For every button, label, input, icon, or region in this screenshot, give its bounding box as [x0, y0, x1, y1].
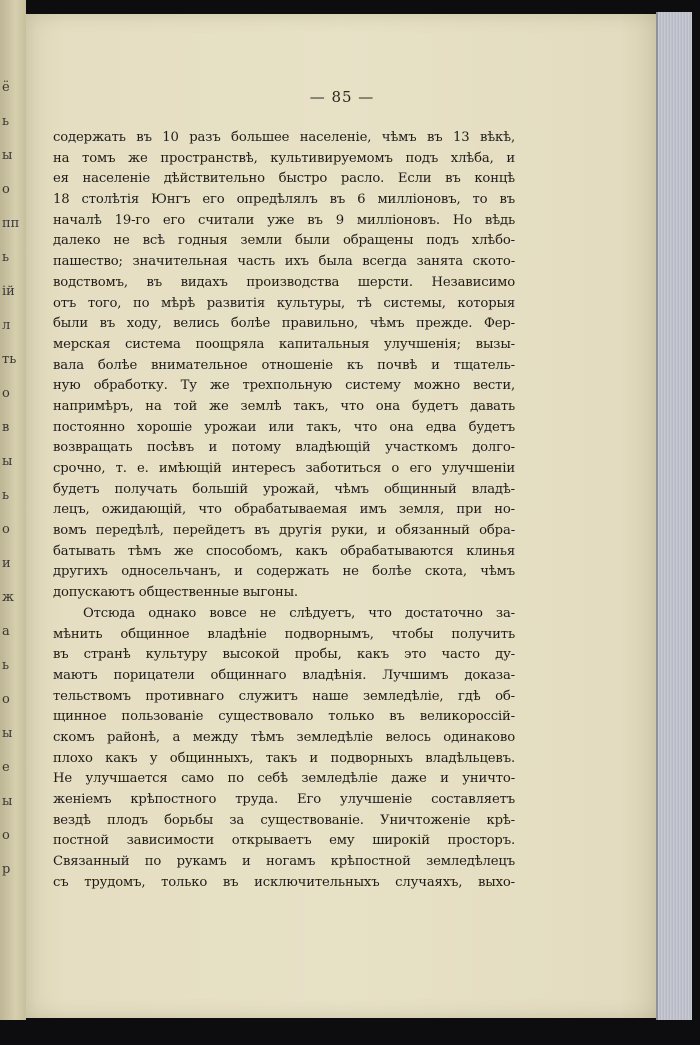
text-line: вездѣ плодъ борьбы за существованіе. Уничтоженіе крѣ-: [53, 812, 515, 828]
text-line: батывать тѣмъ же способомъ, какъ обрабатываются клинья: [53, 543, 515, 559]
text-line: срочно, т. е. имѣющій интересъ заботиться о его улучшеніи: [53, 461, 515, 476]
text-line: мѣнить общинное владѣніе подворнымъ, чтобы получить: [53, 626, 515, 642]
left-page-fragment: о: [2, 828, 10, 843]
left-page-fragment: о: [2, 692, 10, 707]
text-line: ея населеніе дѣйствительно быстро расло. Если въ концѣ: [53, 171, 515, 187]
text-line: Отсюда однако вовсе не слѣдуетъ, что достаточно за-: [83, 605, 515, 621]
left-page-fragment: ы: [2, 148, 13, 163]
text-line: были въ ходу, велись болѣе правильно, чѣмъ прежде. Фер-: [53, 316, 515, 332]
text-line: началѣ 19-го его считали уже въ 9 милліоновъ. Но вѣдь: [53, 212, 515, 228]
text-line: на томъ же пространствѣ, культивируемомъ подъ хлѣба, и: [53, 150, 515, 166]
text-line: въ странѣ культуру высокой пробы, какъ это часто ду-: [53, 647, 515, 663]
page-edges: [656, 12, 692, 1020]
left-page-fragment: о: [2, 386, 10, 401]
left-page-fragment: ій: [2, 284, 15, 299]
text-line: плохо какъ у общинныхъ, такъ и подворныхъ владѣльцевъ.: [53, 750, 515, 766]
text-line: щинное пользованіе существовало только въ великороссій-: [53, 709, 515, 725]
text-line: мерская система поощряла капитальныя улучшенія; вызы-: [53, 336, 515, 352]
left-page-fragment: пп: [2, 216, 20, 231]
left-page-fragment: ы: [2, 794, 13, 809]
text-line: тельствомъ противнаго служитъ наше земледѣліе, гдѣ об-: [53, 688, 515, 704]
text-line: ную обработку. Ту же трехпольную систему можно вести,: [53, 378, 515, 394]
text-line: пашество; значительная часть ихъ была всегда занята ското-: [53, 254, 515, 270]
left-page-fragment: ж: [2, 590, 14, 605]
left-page-fragment: ы: [2, 726, 13, 741]
left-page-fragment: ть: [2, 352, 17, 367]
text-line: водствомъ, въ видахъ производства шерсти. Независимо: [53, 274, 515, 290]
text-line: допускаютъ общественные выгоны.: [53, 585, 298, 601]
left-page-fragment: ы: [2, 454, 13, 469]
text-line: вомъ передѣлѣ, перейдетъ въ другія руки, и обязанный обра-: [53, 523, 515, 539]
text-line: вала болѣе внимательное отношеніе къ почвѣ и тщатель-: [53, 357, 515, 373]
text-line: далеко не всѣ годныя земли были обращены подъ хлѣбо-: [53, 233, 515, 249]
left-page-fragment: ь: [2, 114, 10, 129]
text-line: постной зависимости открываетъ ему широкій просторъ.: [53, 833, 515, 849]
left-page-fragment: о: [2, 182, 10, 197]
adjacent-left-page: [0, 0, 26, 1020]
left-page-fragment: ь: [2, 488, 10, 503]
text-line: напримѣръ, на той же землѣ такъ, что она будетъ давать: [53, 398, 515, 414]
left-page-fragment: ь: [2, 250, 10, 265]
page-text: [53, 128, 515, 893]
left-page-fragment: ё: [2, 80, 10, 95]
text-line: будетъ получать большій урожай, чѣмъ общинный владѣ-: [53, 481, 515, 497]
text-line: Связанный по рукамъ и ногамъ крѣпостной земледѣлецъ: [53, 854, 515, 870]
text-line: постоянно хорошіе урожаи или такъ, что она едва будетъ: [53, 419, 515, 435]
left-page-fragment: о: [2, 522, 10, 537]
left-page-fragment: ь: [2, 658, 10, 673]
text-line: возвращать посѣвъ и потому владѣющій участкомъ долго-: [53, 440, 515, 456]
left-page-fragment: е: [2, 760, 10, 775]
text-line: отъ того, по мѣрѣ развитія культуры, тѣ системы, которыя: [53, 295, 515, 311]
left-page-fragment: а: [2, 624, 10, 639]
text-line: содержать въ 10 разъ большее населеніе, чѣмъ въ 13 вѣкѣ,: [53, 130, 515, 145]
text-line: другихъ односельчанъ, и содержать не болѣе скота, чѣмъ: [53, 564, 515, 580]
text-line: съ трудомъ, только въ исключительныхъ случаяхъ, выхо-: [53, 874, 515, 890]
text-line: Не улучшается само по себѣ земледѣліе даже и уничто-: [53, 771, 515, 787]
text-line: скомъ районѣ, а между тѣмъ земледѣліе велось одинаково: [53, 729, 515, 745]
text-line: 18 столѣтія Юнгъ его опредѣлялъ въ 6 милліоновъ, то въ: [53, 192, 515, 208]
page-number: — 85 —: [309, 88, 375, 106]
book-page: [26, 14, 658, 1018]
left-page-fragment: и: [2, 556, 11, 571]
left-page-fragment: в: [2, 420, 10, 435]
text-line: женіемъ крѣпостного труда. Его улучшеніе составляетъ: [53, 792, 515, 807]
left-page-fragment: р: [2, 862, 11, 877]
left-page-fragment: л: [2, 318, 11, 333]
text-line: лецъ, ожидающій, что обрабатываемая имъ земля, при но-: [53, 502, 515, 518]
text-line: маютъ порицатели общиннаго владѣнія. Лучшимъ доказа-: [53, 667, 515, 683]
